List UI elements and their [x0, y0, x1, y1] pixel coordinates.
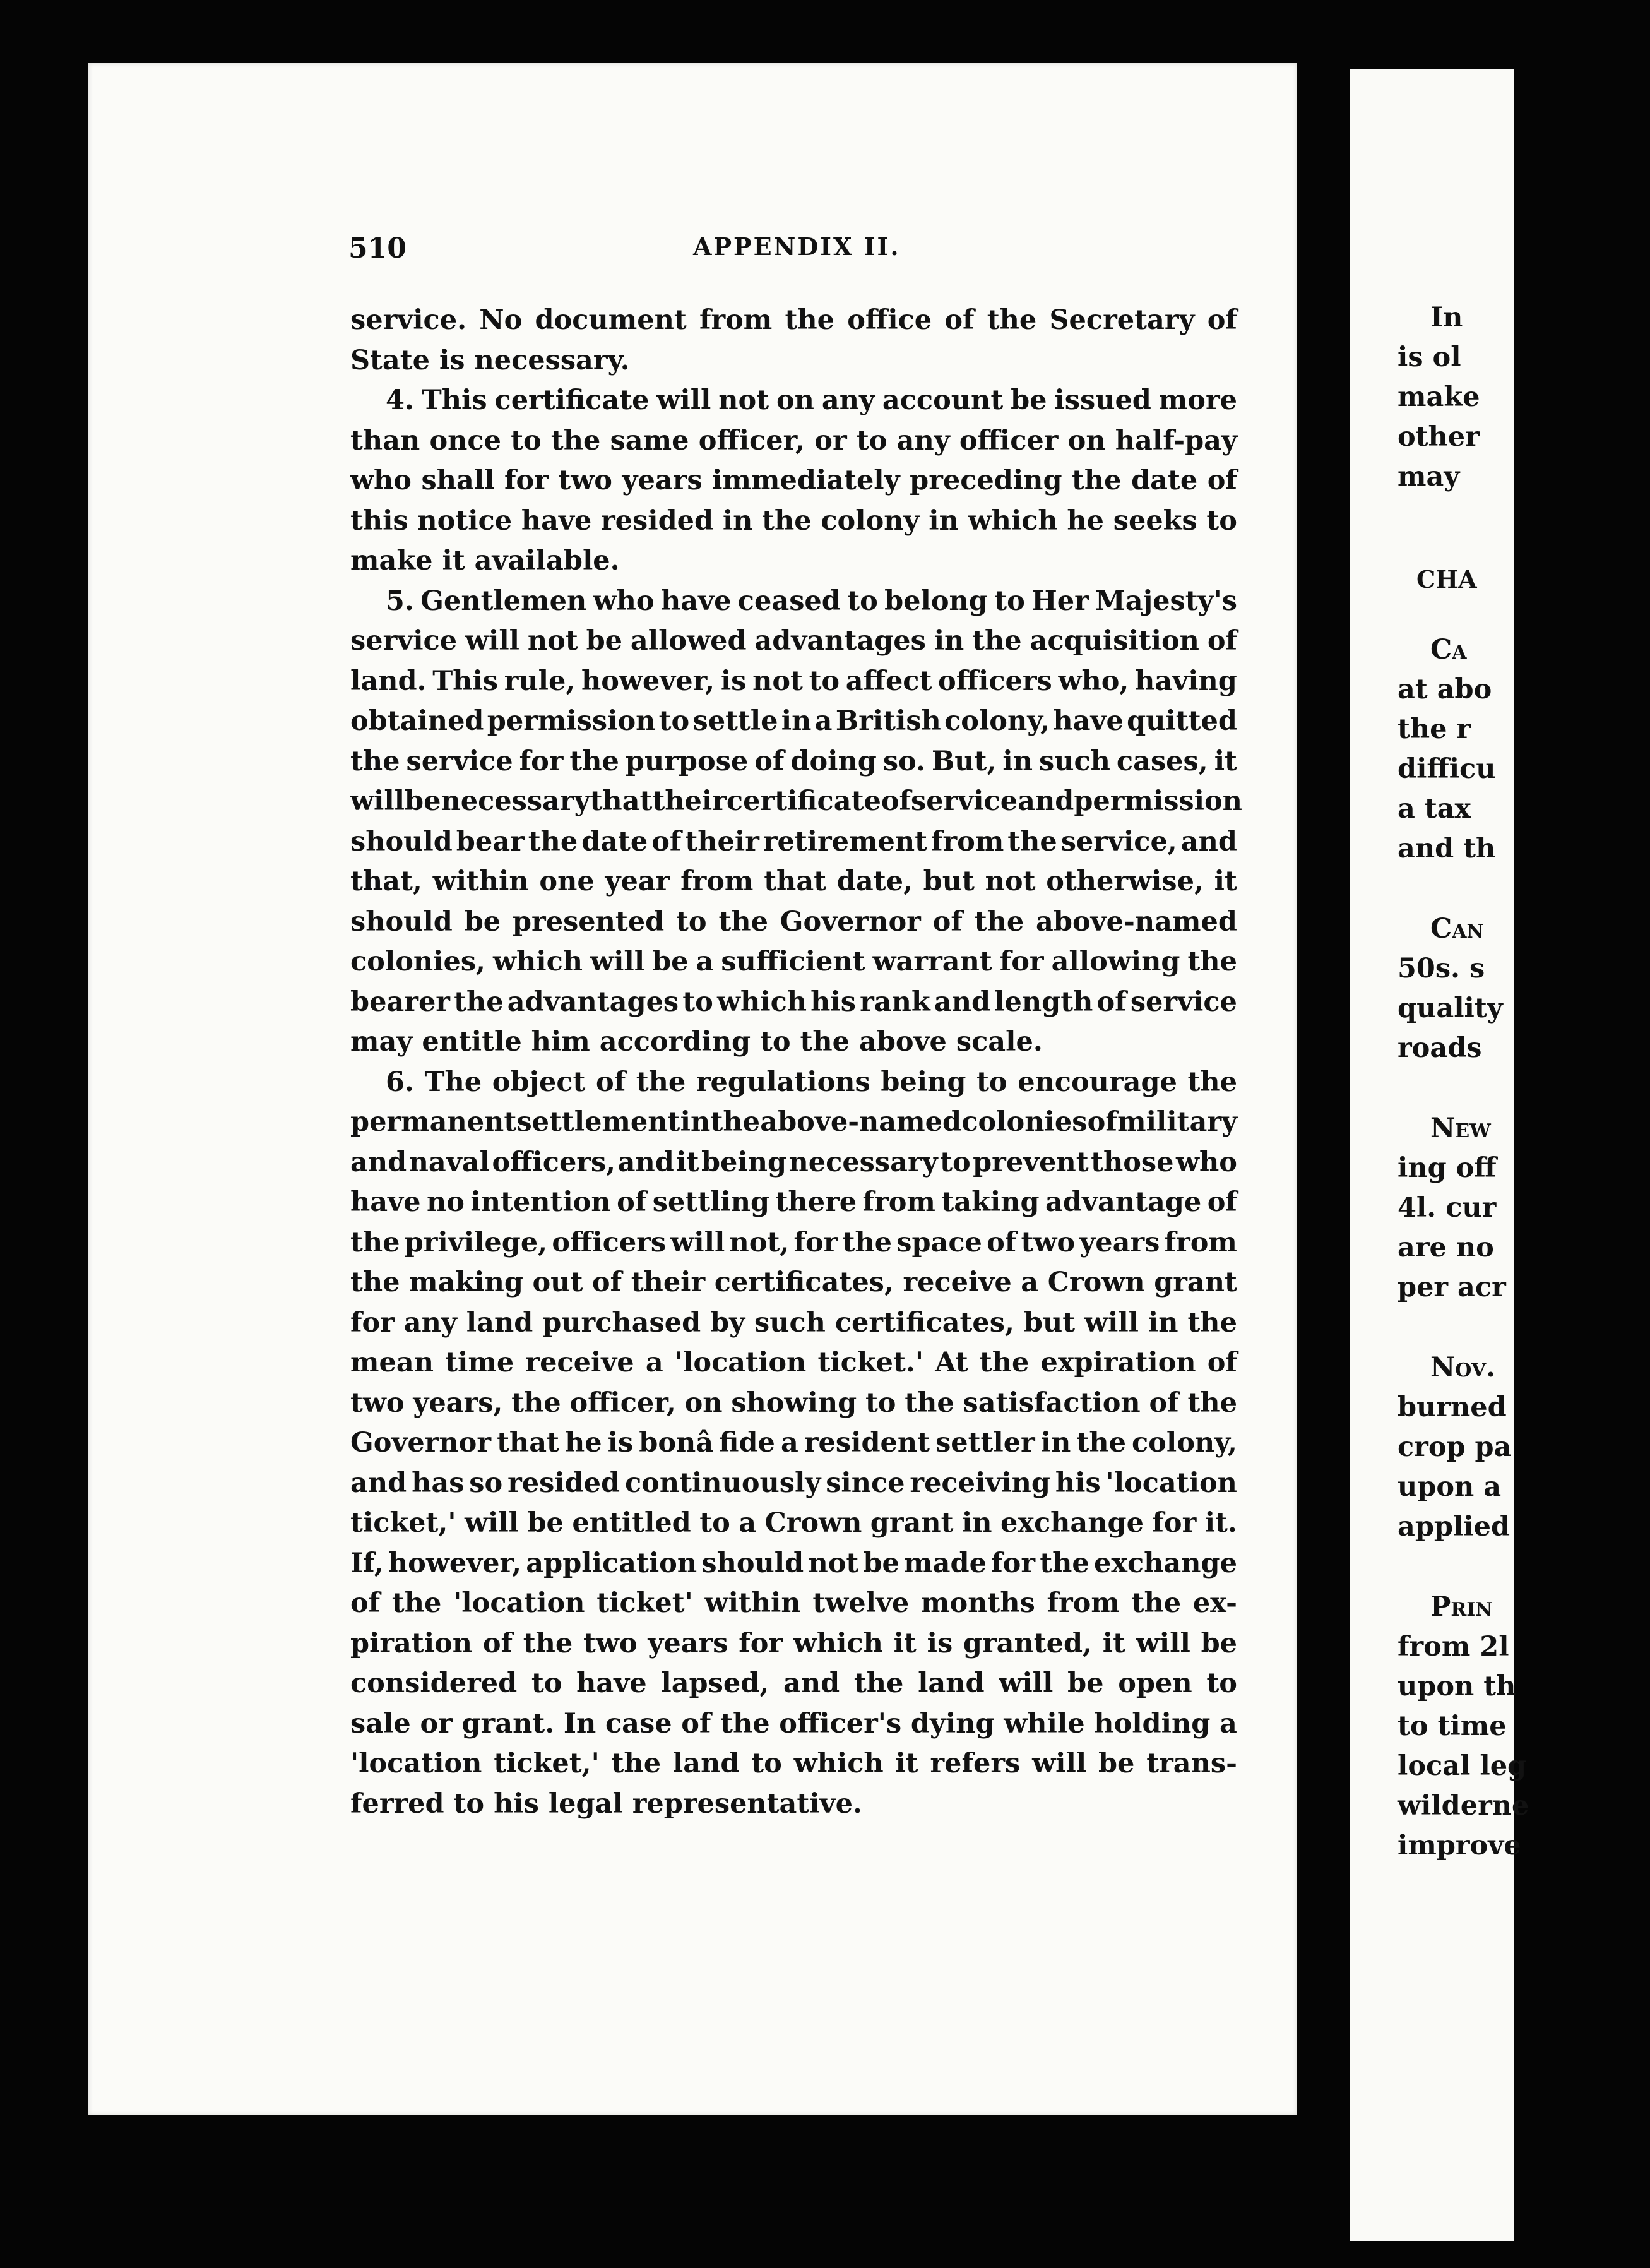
- text-line: Nov.: [1430, 1352, 1496, 1383]
- text-line: ticket,' will be entitled to a Crown grant in exchange for it.: [350, 1507, 1237, 1539]
- text-line: than once to the same officer, or to any officer on half-pay: [350, 424, 1237, 457]
- text-line: to time: [1398, 1710, 1507, 1742]
- text-line: should bear the date of their retirement from the service, and: [350, 825, 1237, 857]
- text-line: of the 'location ticket' within twelve months from the ex-: [350, 1587, 1237, 1619]
- text-line: Ca: [1430, 634, 1467, 665]
- text-line: and has so resided continuously since receiving his 'location: [350, 1467, 1237, 1499]
- text-line: piration of the two years for which it is granted, it will be: [350, 1627, 1237, 1659]
- text-line: considered to have lapsed, and the land will be open to: [350, 1668, 1237, 1699]
- text-line: colonies, which will be a sufficient warrant for allowing the: [350, 946, 1237, 977]
- text-line: are no: [1398, 1232, 1494, 1263]
- text-line: upon a: [1398, 1471, 1502, 1503]
- text-line: at abo: [1398, 674, 1492, 705]
- text-line: wilderne: [1398, 1790, 1529, 1822]
- text-line: applied: [1398, 1511, 1511, 1543]
- text-line: who shall for two years immediately preceding the date of: [350, 465, 1237, 496]
- text-line: is ol: [1398, 342, 1461, 373]
- text-line: ferred to his legal representative.: [350, 1788, 862, 1820]
- text-line: local leg: [1398, 1750, 1527, 1782]
- running-head: APPENDIX II.: [693, 232, 901, 261]
- text-line: a tax: [1398, 793, 1471, 825]
- text-line: improve: [1398, 1830, 1521, 1861]
- text-line: may entitle him according to the above scale.: [350, 1026, 1043, 1058]
- text-line: will be necessary that their certificate of service and permission: [350, 785, 1242, 817]
- text-line: should be presented to the Governor of the above-named: [350, 905, 1237, 938]
- text-line: obtained permission to settle in a British colony, have quitted: [350, 705, 1237, 737]
- text-line: the service for the purpose of doing so. But, in such cases, it: [350, 745, 1237, 777]
- text-line: New: [1430, 1113, 1491, 1144]
- text-line: make: [1398, 381, 1480, 413]
- text-line: other: [1398, 421, 1480, 453]
- text-line: the privilege, officers will not, for the space of two years from: [350, 1226, 1237, 1258]
- text-line: service. No document from the office of the Secretary of: [350, 304, 1237, 336]
- text-line: upon th: [1398, 1671, 1516, 1702]
- text-line: roads: [1398, 1032, 1482, 1064]
- text-line: for any land purchased by such certificates, but will in the: [350, 1306, 1237, 1339]
- body-text: [350, 301, 1242, 1824]
- text-line: State is necessary.: [350, 344, 630, 376]
- text-line: Prin: [1430, 1591, 1493, 1623]
- text-line: permanent settlement in the above-named colonies of military: [350, 1106, 1237, 1138]
- page-header: [348, 232, 1238, 270]
- text-line: make it available.: [350, 545, 620, 576]
- text-line: ing off: [1398, 1152, 1497, 1184]
- text-line: sale or grant. In case of the officer's dying while holding a: [350, 1707, 1237, 1740]
- text-line: 'location ticket,' the land to which it refers will be trans-: [350, 1748, 1237, 1779]
- text-line: the making out of their certificates, receive a Crown grant: [350, 1267, 1237, 1298]
- text-line: this notice have resided in the colony in which he seeks to: [350, 504, 1237, 537]
- text-line: from 2l: [1398, 1631, 1509, 1662]
- text-line: 4. This certificate will not on any account be issued more: [386, 385, 1237, 416]
- page-number: 510: [348, 232, 407, 265]
- text-line: the r: [1398, 713, 1471, 745]
- text-line: land. This rule, however, is not to affect officers who, having: [350, 665, 1237, 697]
- text-line: Governor that he is bonâ fide a resident settler in the colony,: [350, 1427, 1237, 1459]
- text-line: 5. Gentlemen who have ceased to belong to Her Majesty's: [386, 585, 1237, 617]
- text-line: 4l. cur: [1398, 1192, 1497, 1224]
- text-line: have no intention of settling there from taking advantage of: [350, 1186, 1237, 1218]
- text-line: service will not be allowed advantages in the acquisition of: [350, 625, 1237, 657]
- text-line: and naval officers, and it being necessary to prevent those who: [350, 1146, 1237, 1178]
- text-line: In: [1430, 302, 1463, 333]
- text-line: If, however, application should not be made for the exchange: [350, 1547, 1237, 1579]
- text-line: two years, the officer, on showing to the satisfaction of the: [350, 1387, 1237, 1419]
- text-line: Can: [1430, 913, 1484, 945]
- text-line: quality: [1398, 993, 1503, 1024]
- text-line: 50s. s: [1398, 953, 1485, 984]
- text-line: crop pa: [1398, 1431, 1512, 1463]
- text-line: may: [1398, 461, 1460, 492]
- text-line: bearer the advantages to which his rank and length of service: [350, 986, 1237, 1018]
- text-line: burned: [1398, 1392, 1507, 1423]
- text-line: that, within one year from that date, but not otherwise, it: [350, 866, 1237, 897]
- right-page-fragment: [1350, 69, 1529, 2241]
- text-line: per acr: [1398, 1272, 1506, 1303]
- section-heading: CHA: [1416, 565, 1477, 594]
- text-line: 6. The object of the regulations being to encourage the: [386, 1066, 1237, 1098]
- text-line: mean time receive a 'location ticket.' At the expiration of: [350, 1347, 1237, 1378]
- text-line: and th: [1398, 833, 1496, 864]
- text-line: difficu: [1398, 753, 1496, 785]
